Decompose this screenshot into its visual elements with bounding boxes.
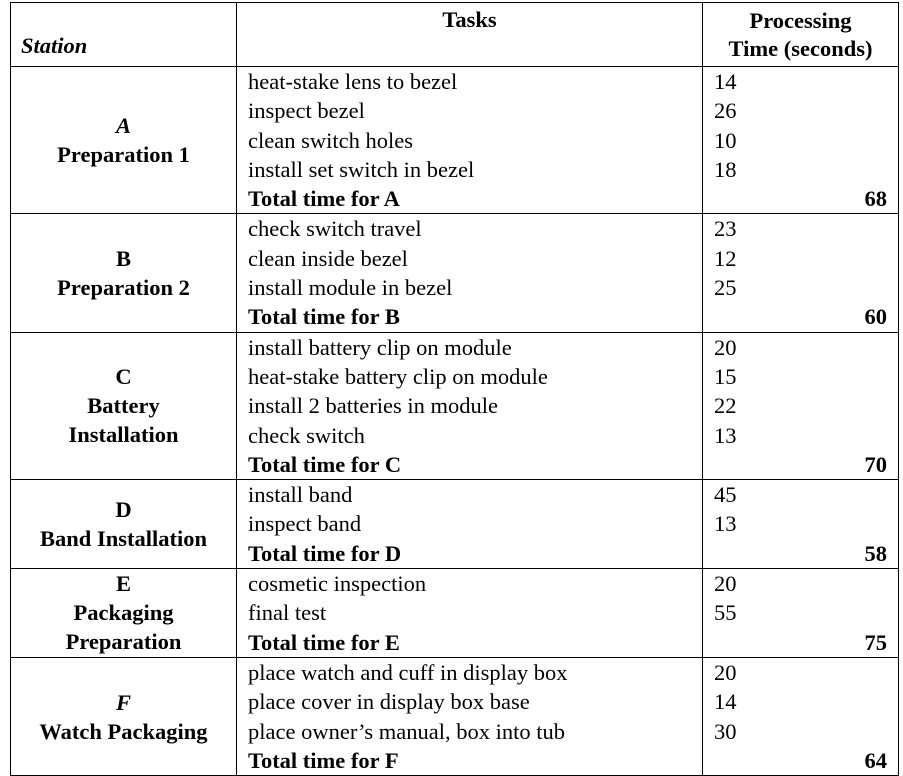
task-name: place owner’s manual, box into tub <box>248 718 566 744</box>
station-name: Preparation 2 <box>57 275 190 301</box>
station-name: Battery <box>87 393 160 419</box>
task-name: heat-stake lens to bezel <box>248 69 458 94</box>
station-cell <box>11 480 237 569</box>
task-name: clean switch holes <box>248 127 413 153</box>
task-name: place watch and cuff in display box <box>248 659 568 685</box>
total-label: Total time for B <box>248 304 400 330</box>
task-name: install module in bezel <box>248 275 453 301</box>
total-label: Total time for F <box>248 747 399 773</box>
total-value: 60 <box>864 304 887 330</box>
header-tasks: Tasks <box>237 3 703 67</box>
tasks-cell <box>237 569 703 658</box>
station-name: Watch Packaging <box>39 718 208 744</box>
tasks-cell <box>237 214 703 332</box>
total-value: 58 <box>864 540 887 566</box>
station-row <box>11 480 899 569</box>
task-name: install band <box>248 482 353 508</box>
total-value: 68 <box>864 186 887 212</box>
task-name: install 2 batteries in module <box>248 393 498 419</box>
task-time: 20 <box>714 659 737 685</box>
total-value: 75 <box>864 629 887 655</box>
task-time: 10 <box>714 127 737 153</box>
station-name: Installation <box>68 422 179 448</box>
station-letter: A <box>115 113 131 139</box>
task-time: 14 <box>714 69 737 94</box>
station-cell <box>11 569 237 658</box>
task-time: 20 <box>714 334 737 360</box>
task-time: 15 <box>714 363 737 389</box>
station-letter: E <box>115 571 131 597</box>
station-letter: D <box>115 497 132 523</box>
total-label: Total time for A <box>248 186 400 212</box>
station-row <box>11 67 899 214</box>
total-label: Total time for E <box>248 629 400 655</box>
task-name: install set switch in bezel <box>248 156 475 182</box>
task-name: clean inside bezel <box>248 245 408 271</box>
time-cell <box>703 214 899 332</box>
task-time: 45 <box>714 482 737 508</box>
total-value: 64 <box>864 747 887 773</box>
time-cell <box>703 569 899 658</box>
task-time: 22 <box>714 393 737 419</box>
task-time: 30 <box>714 718 737 744</box>
header-row <box>11 3 899 67</box>
station-name: Preparation 1 <box>57 142 190 168</box>
station-letter: B <box>115 246 131 272</box>
time-cell <box>703 332 899 479</box>
task-name: inspect bezel <box>248 98 365 124</box>
table-body <box>11 67 899 776</box>
task-time: 13 <box>714 511 737 537</box>
task-time: 13 <box>714 422 737 448</box>
task-time: 23 <box>714 216 737 242</box>
station-name: Packaging <box>73 600 174 626</box>
task-name: check switch travel <box>248 216 422 242</box>
task-name: install battery clip on module <box>248 334 512 360</box>
station-cell <box>11 332 237 479</box>
task-name: inspect band <box>248 511 362 537</box>
task-name: place cover in display box base <box>248 689 530 715</box>
time-cell <box>703 67 899 214</box>
station-cell <box>11 657 237 775</box>
task-time: 20 <box>714 571 737 597</box>
task-name: heat-stake battery clip on module <box>248 363 548 389</box>
task-time: 55 <box>714 600 737 626</box>
station-cell <box>11 214 237 332</box>
station-row <box>11 657 899 775</box>
station-cell <box>11 67 237 214</box>
total-value: 70 <box>864 451 887 477</box>
task-time: 14 <box>714 689 737 715</box>
task-name: check switch <box>248 422 365 448</box>
header-time-line-1: Processing <box>749 8 852 33</box>
tasks-cell <box>237 480 703 569</box>
station-letter: C <box>115 364 132 390</box>
time-cell <box>703 480 899 569</box>
station-row <box>11 569 899 658</box>
total-label: Total time for C <box>248 451 402 477</box>
station-row <box>11 332 899 479</box>
tasks-cell <box>237 332 703 479</box>
tasks-cell <box>237 67 703 214</box>
time-cell <box>703 657 899 775</box>
header-station: Station <box>11 3 237 67</box>
task-time: 26 <box>714 98 737 124</box>
tasks-cell <box>237 657 703 775</box>
header-time-line-2: Time (seconds) <box>728 36 873 61</box>
task-name: final test <box>248 600 327 626</box>
station-row <box>11 214 899 332</box>
station-tasks-table <box>10 2 899 776</box>
task-name: cosmetic inspection <box>248 571 427 597</box>
header-processing-time <box>703 3 899 67</box>
station-letter: F <box>115 689 131 715</box>
station-name: Preparation <box>65 629 182 655</box>
task-time: 12 <box>714 245 737 271</box>
task-time: 25 <box>714 275 737 301</box>
task-time: 18 <box>714 156 737 182</box>
total-label: Total time for D <box>248 540 402 566</box>
station-name: Band Installation <box>40 526 207 552</box>
